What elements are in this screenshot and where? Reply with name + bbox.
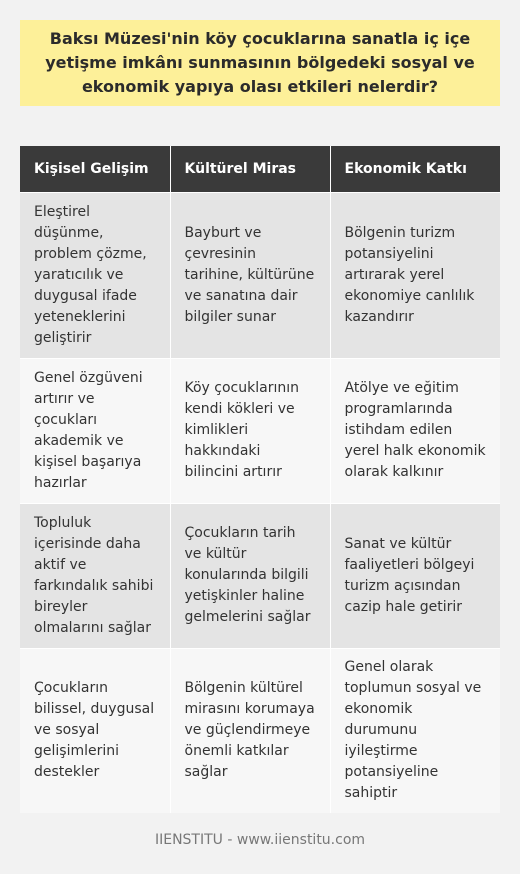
table-cell: Genel olarak toplumun sosyal ve ekonomik durumunu iyileştirme potansiyeline sahiptir	[330, 648, 500, 813]
question-title: Baksı Müzesi'nin köy çocuklarına sanatla iç içe yetişme imkânı sunmasının bölgedeki sosyal ve ekonomik yapıya olası etkileri nelerdir?	[45, 29, 475, 96]
table-cell: Sanat ve kültür faaliyetleri bölgeyi turizm açısından cazip hale getirir	[330, 503, 500, 648]
table-cell: Bölgenin turizm potansiyelini artırarak yerel ekonomiye canlılık kazandırır	[330, 192, 500, 358]
table-cell: Topluluk içerisinde daha aktif ve farkındalık sahibi bireyler olmalarını sağlar	[20, 503, 170, 648]
table-cell: Genel özgüveni artırır ve çocukları akademik ve kişisel başarıya hazırlar	[20, 358, 170, 503]
table-cell: Atölye ve eğitim programlarında istihdam edilen yerel halk ekonomik olarak kalkınır	[330, 358, 500, 503]
footer-credit: IIENSTITU - www.iienstitu.com	[154, 832, 366, 848]
table-header-row	[20, 146, 500, 192]
table-cell: Çocukların tarih ve kültür konularında bilgili yetişkinler haline gelmelerini sağlar	[170, 503, 330, 648]
table-row	[20, 358, 500, 503]
header-economic-contribution: Ekonomik Katkı	[330, 146, 500, 192]
table-cell: Bölgenin kültürel mirasını korumaya ve güçlendirmeye önemli katkılar sağlar	[170, 648, 330, 813]
table-cell: Çocukların bilissel, duygusal ve sosyal gelişimlerini destekler	[20, 648, 170, 813]
comparison-table	[20, 146, 500, 813]
question-title-box	[20, 20, 500, 106]
table-row	[20, 503, 500, 648]
table-row	[20, 192, 500, 358]
table-cell: Bayburt ve çevresinin tarihine, kültürüne ve sanatına dair bilgiler sunar	[170, 192, 330, 358]
table-row	[20, 648, 500, 813]
header-personal-development: Kişisel Gelişim	[20, 146, 170, 192]
table-cell: Köy çocuklarının kendi kökleri ve kimlikleri hakkındaki bilincini artırır	[170, 358, 330, 503]
table-cell: Eleştirel düşünme, problem çözme, yaratıcılık ve duygusal ifade yeteneklerini geliştirir	[20, 192, 170, 358]
header-cultural-heritage: Kültürel Miras	[170, 146, 330, 192]
